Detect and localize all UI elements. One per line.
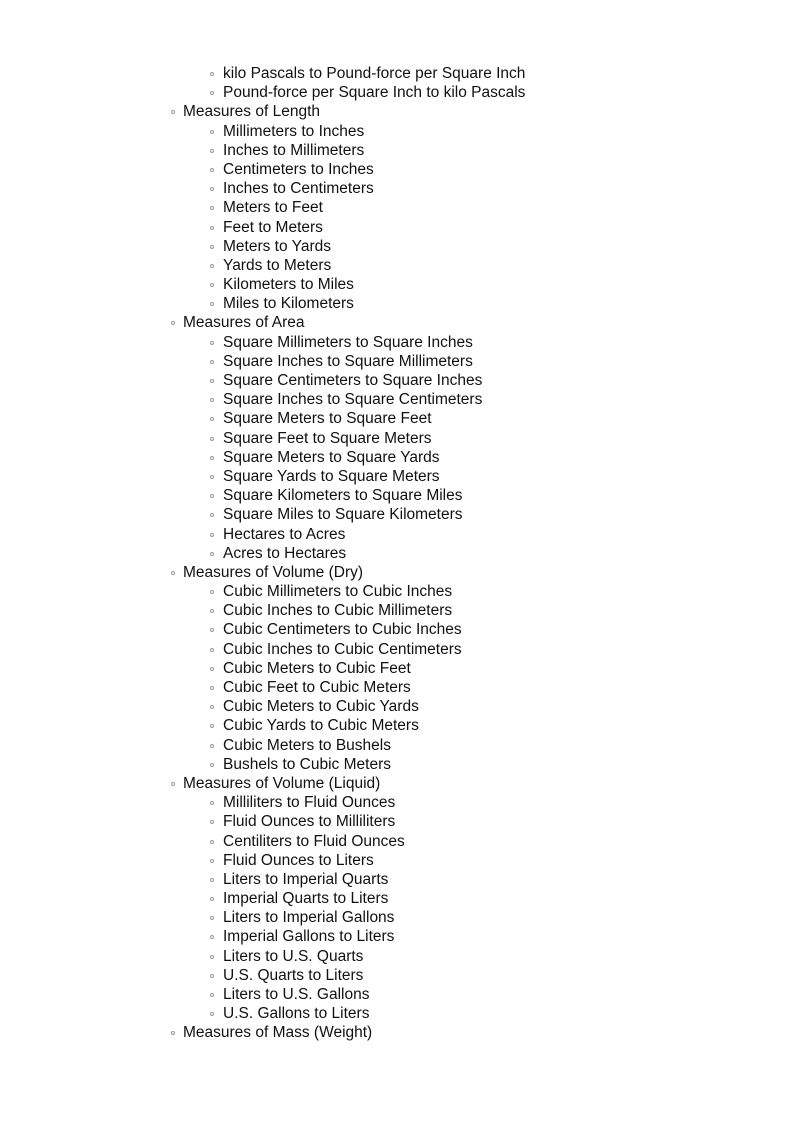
bullet-icon <box>210 935 214 939</box>
list-item <box>0 793 794 812</box>
bullet-icon <box>210 360 214 364</box>
list-item <box>0 275 794 294</box>
bullet-icon <box>210 1012 214 1016</box>
list-item-label: Liters to Imperial Gallons <box>223 909 395 927</box>
bullet-icon <box>210 245 214 249</box>
list-item-label: Cubic Feet to Cubic Meters <box>223 679 411 696</box>
list-item <box>0 352 794 371</box>
bullet-icon <box>210 302 214 306</box>
list-item-label: Cubic Meters to Cubic Feet <box>223 659 411 677</box>
list-item <box>0 218 794 237</box>
section-heading-item <box>0 563 794 582</box>
list-item-label: Fluid Ounces to Liters <box>223 851 374 869</box>
bullet-icon <box>210 456 214 460</box>
list-item <box>0 851 794 870</box>
section-heading-label: Measures of Area <box>183 314 305 332</box>
list-item-label: Acres to Hectares <box>223 544 347 562</box>
bullet-icon <box>210 417 214 421</box>
list-item-label: Imperial Quarts to Liters <box>223 890 389 908</box>
list-item-label: Kilometers to Miles <box>223 276 354 294</box>
list-item-label: Inches to Millimeters <box>223 141 365 159</box>
bullet-icon <box>210 667 214 671</box>
list-item-label: Inches to Centimeters <box>223 180 374 198</box>
bullet-icon <box>210 206 214 210</box>
list-item-label: Square Miles to Square Kilometers <box>223 506 463 524</box>
bullet-icon <box>210 398 214 402</box>
list-item-label: Centimeters to Inches <box>223 160 374 178</box>
list-item <box>0 947 794 966</box>
list-item-label: Square Centimeters to Square Inches <box>223 372 483 389</box>
bullet-icon <box>210 878 214 882</box>
list-item <box>0 1004 794 1023</box>
list-item <box>0 390 794 409</box>
list-item <box>0 659 794 678</box>
list-item <box>0 409 794 428</box>
bullet-icon <box>210 724 214 728</box>
list-item <box>0 448 794 467</box>
list-item-label: Cubic Millimeters to Cubic Inches <box>223 583 453 601</box>
list-item-label: Millimeters to Inches <box>223 122 365 140</box>
list-item-label: kilo Pascals to Pound-force per Square Inch <box>223 65 526 82</box>
list-item-label: Milliliters to Fluid Ounces <box>223 794 396 812</box>
list-item-label: Yards to Meters <box>223 256 332 274</box>
bullet-icon <box>210 859 214 863</box>
list-item-label: Cubic Inches to Cubic Millimeters <box>223 602 453 620</box>
list-item <box>0 505 794 524</box>
list-item-label: Miles to Kilometers <box>223 295 354 313</box>
bullet-icon <box>210 590 214 594</box>
bullet-icon <box>210 226 214 230</box>
list-item <box>0 179 794 198</box>
list-item-label: Fluid Ounces to Milliliters <box>223 813 396 831</box>
section-heading-item <box>0 1023 794 1042</box>
list-item <box>0 889 794 908</box>
list-item-label: Square Yards to Square Meters <box>223 467 440 485</box>
bullet-icon <box>171 571 175 575</box>
list-item <box>0 256 794 275</box>
list-item <box>0 927 794 946</box>
list-item <box>0 467 794 486</box>
list-item <box>0 429 794 448</box>
list-item <box>0 582 794 601</box>
list-item <box>0 333 794 352</box>
list-item-label: Meters to Yards <box>223 237 331 255</box>
list-item <box>0 371 794 390</box>
bullet-icon <box>210 72 214 76</box>
list-item-label: Liters to U.S. Gallons <box>223 986 370 1003</box>
list-item-label: Imperial Gallons to Liters <box>223 928 395 946</box>
section-heading-label: Measures of Volume (Liquid) <box>183 774 381 792</box>
list-item-label: Bushels to Cubic Meters <box>223 755 391 773</box>
bullet-icon <box>171 110 175 114</box>
bullet-icon <box>171 782 175 786</box>
bullet-icon <box>210 283 214 287</box>
bullet-icon <box>210 628 214 632</box>
list-item-label: Cubic Meters to Bushels <box>223 736 391 754</box>
section-heading-label: Measures of Length <box>183 103 321 121</box>
bullet-icon <box>210 168 214 172</box>
bullet-icon <box>210 264 214 268</box>
bullet-icon <box>210 379 214 383</box>
list-item <box>0 697 794 716</box>
section-heading-item <box>0 774 794 793</box>
list-item-label: Square Meters to Square Feet <box>223 410 432 428</box>
list-item-label: Square Meters to Square Yards <box>223 448 440 466</box>
list-item <box>0 198 794 217</box>
bullet-icon <box>210 955 214 959</box>
bullet-icon <box>210 475 214 479</box>
bullet-icon <box>210 820 214 824</box>
list-item <box>0 620 794 639</box>
list-item <box>0 640 794 659</box>
list-item-label: Cubic Inches to Cubic Centimeters <box>223 640 462 658</box>
bullet-icon <box>210 897 214 901</box>
list-item-label: Square Inches to Square Centimeters <box>223 391 483 409</box>
bullet-icon <box>210 705 214 709</box>
bullet-icon <box>210 187 214 191</box>
section-heading-label: Measures of Volume (Dry) <box>183 563 364 581</box>
bullet-icon <box>210 437 214 441</box>
list-item <box>0 812 794 831</box>
list-item <box>0 832 794 851</box>
bullet-icon <box>210 552 214 556</box>
bullet-icon <box>210 341 214 345</box>
list-item <box>0 525 794 544</box>
list-item <box>0 908 794 927</box>
list-item-label: U.S. Gallons to Liters <box>223 1005 370 1023</box>
list-item <box>0 601 794 620</box>
bullet-icon <box>210 744 214 748</box>
list-item-label: Meters to Feet <box>223 199 323 217</box>
list-item <box>0 160 794 179</box>
bullet-icon <box>210 513 214 517</box>
list-item <box>0 736 794 755</box>
section-heading-label: Measures of Mass (Weight) <box>183 1024 373 1042</box>
list-item-label: Cubic Centimeters to Cubic Inches <box>223 621 462 639</box>
list-item-label: Square Kilometers to Square Miles <box>223 487 463 505</box>
list-item-label: Square Inches to Square Millimeters <box>223 352 473 370</box>
list-item <box>0 141 794 160</box>
section-heading-item <box>0 313 794 332</box>
bullet-icon <box>210 91 214 95</box>
list-item-label: Liters to U.S. Quarts <box>223 947 364 965</box>
list-item-label: Centiliters to Fluid Ounces <box>223 832 405 850</box>
list-item-label: Feet to Meters <box>223 218 323 236</box>
list-item-label: Hectares to Acres <box>223 525 346 543</box>
list-item <box>0 716 794 735</box>
section-heading-item <box>0 102 794 121</box>
bullet-icon <box>210 840 214 844</box>
list-item <box>0 755 794 774</box>
list-item <box>0 237 794 256</box>
list-item <box>0 486 794 505</box>
bullet-icon <box>171 1031 175 1035</box>
list-item <box>0 294 794 313</box>
bullet-icon <box>210 993 214 997</box>
list-item-label: Cubic Meters to Cubic Yards <box>223 698 419 716</box>
bullet-icon <box>210 609 214 613</box>
bullet-icon <box>210 149 214 153</box>
list-item <box>0 678 794 697</box>
conversion-outline <box>0 64 794 1043</box>
list-item-label: U.S. Quarts to Liters <box>223 966 364 984</box>
bullet-icon <box>210 686 214 690</box>
bullet-icon <box>210 533 214 537</box>
list-item-label: Pound-force per Square Inch to kilo Pascals <box>223 84 526 102</box>
bullet-icon <box>210 130 214 134</box>
list-item-label: Cubic Yards to Cubic Meters <box>223 717 419 735</box>
list-item <box>0 966 794 985</box>
bullet-icon <box>210 494 214 498</box>
list-item-label: Liters to Imperial Quarts <box>223 870 389 888</box>
bullet-icon <box>171 321 175 325</box>
list-item <box>0 122 794 141</box>
list-item <box>0 83 794 102</box>
list-item-label: Square Feet to Square Meters <box>223 429 432 447</box>
list-item <box>0 985 794 1004</box>
list-item <box>0 870 794 889</box>
list-item <box>0 544 794 563</box>
bullet-icon <box>210 648 214 652</box>
bullet-icon <box>210 801 214 805</box>
bullet-icon <box>210 763 214 767</box>
list-item <box>0 64 794 83</box>
bullet-icon <box>210 916 214 920</box>
list-item-label: Square Millimeters to Square Inches <box>223 333 473 351</box>
bullet-icon <box>210 974 214 978</box>
